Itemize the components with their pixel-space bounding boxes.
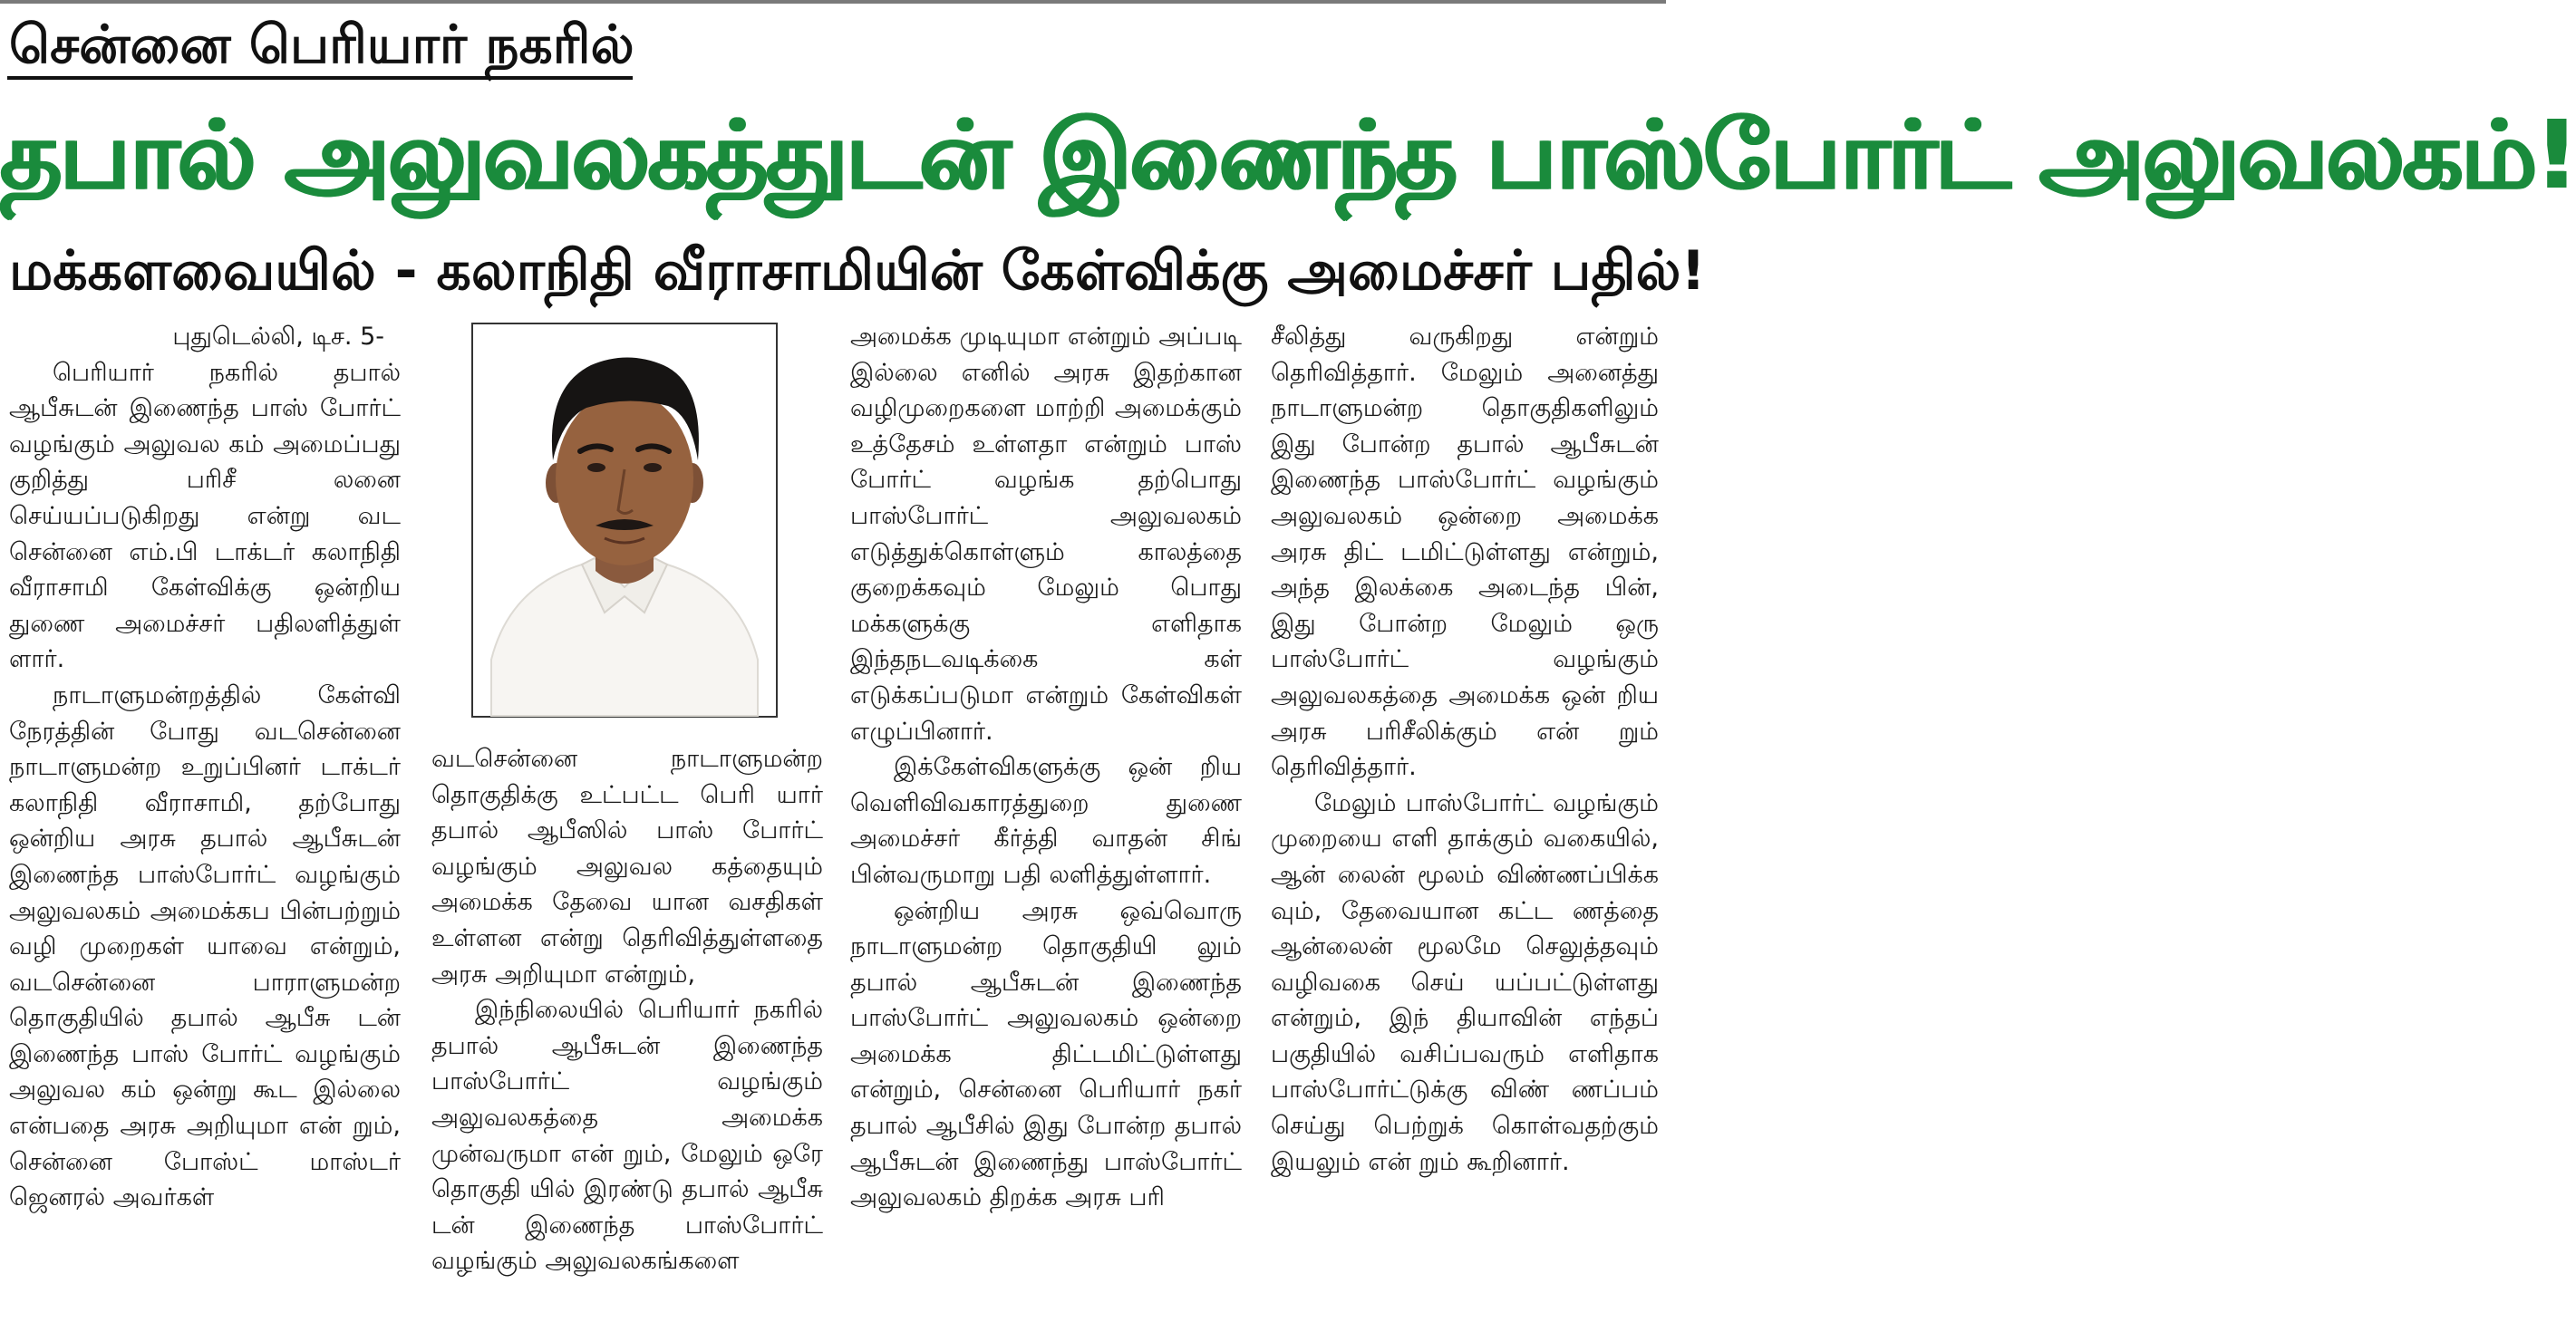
portrait-photo (471, 323, 778, 718)
dateline: புதுடெல்லி, டிச. 5- (172, 323, 384, 351)
headline: தபால் அலுவலகத்துடன் இணைந்த பாஸ்போர்ட் அலுவலகம்! (0, 100, 2576, 210)
article-column-4 (1271, 319, 1659, 1328)
article-column-2 (431, 741, 823, 1328)
paragraph: மேலும் பாஸ்போர்ட் வழங்கும் முறையை எளி தாக்கும் வகையில், ஆன் லைன் மூலம் விண்ணப்பிக்க வும், தேவையான கட்ட ணத்தை ஆன்லைன் மூலமே செலுத்தவும் வழிவகை செய் யப்பட்டுள்ளது என்றும், இந் தியாவின் எந்தப் பகுதியில் வசிப்பவரும் எளிதாக பாஸ்போர்ட்டுக்கு விண் ணப்பம் செய்து பெற்றுக் கொள்வதற்கும் இயலும் என் றும் கூறினார். (1271, 788, 1659, 1176)
kicker-underline (7, 76, 633, 80)
top-border-line (0, 0, 1666, 4)
article-column-1 (9, 319, 401, 1328)
paragraph: சீலித்து வருகிறது என்றும் தெரிவித்தார். மேலும் அனைத்து நாடாளுமன்ற தொகுதிகளிலும் இது போன்ற தபால் ஆபீசுடன் இணைந்த பாஸ்போர்ட் வழங்கும் அலுவலகம் ஒன்றை அமைக்க அரசு திட் டமிட்டுள்ளது என்றும், அந்த இலக்கை அடைந்த பின், இது போன்ற மேலும் ஒரு பாஸ்போர்ட் வழங்கும் அலுவலகத்தை அமைக்க ஒன் றிய அரசு பரிசீலிக்கும் என் றும் தெரிவித்தார். (1271, 323, 1659, 782)
paragraph: பெரியார் நகரில் தபால் ஆபீசுடன் இணைந்த பாஸ் போர்ட் வழங்கும் அலுவல கம் அமைப்பது குறித்து பரிசீ லனை செய்யப்படுகிறது என்று வட சென்னை எம்.பி டாக்டர் கலாநிதி வீராசாமி கேள்விக்கு ஒன்றிய துணை அமைச்சர் பதிலளித்துள் ளார். (9, 358, 401, 674)
portrait-icon (473, 324, 776, 716)
subheadline: மக்களவையில் - கலாநிதி வீராசாமியின் கேள்விக்கு அமைச்சர் பதில்! (9, 239, 1706, 303)
paragraph: நாடாளுமன்றத்தில் கேள்வி நேரத்தின் போது வடசென்னை நாடாளுமன்ற உறுப்பினர் டாக்டர் கலாநிதி வீராசாமி, தற்போது ஒன்றிய அரசு தபால் ஆபீசுடன் இணைந்த பாஸ்போர்ட் வழங்கும் அலுவலகம் அமைக்கப பின்பற்றும் வழி முறைகள் யாவை என்றும், வடசென்னை பாராளுமன்ற தொகுதியில் தபால் ஆபீசு டன் இணைந்த பாஸ் போர்ட் வழங்கும் அலுவல கம் ஒன்று கூட இல்லை என்பதை அரசு அறியுமா என் றும், சென்னை போஸ்ட் மாஸ்டர் ஜெனரல் அவர்கள் (9, 680, 401, 1212)
paragraph: அமைக்க முடியுமா என்றும் அப்படி இல்லை எனில் அரசு இதற்கான வழிமுறைகளை மாற்றி அமைக்கும் உத்தேசம் உள்ளதா என்றும் பாஸ் போர்ட் வழங்க தற்பொது பாஸ்போர்ட் அலுவலகம் எடுத்துக்கொள்ளும் காலத்தை குறைக்கவும் மேலும் பொது மக்களுக்கு எளிதாக இந்தநடவடிக்கை கள் எடுக்கப்படுமா என்றும் கேள்விகள் எழுப்பினார். (850, 323, 1242, 746)
paragraph: இந்நிலையில் பெரியார் நகரில் தபால் ஆபீசுடன் இணைந்த பாஸ்போர்ட் வழங்கும் அலுவலகத்தை அமைக்க முன்வருமா என் றும், மேலும் ஒரே தொகுதி யில் இரண்டு தபால் ஆபீசு டன் இணைந்த பாஸ்போர்ட் வழங்கும் அலுவலகங்களை (431, 996, 823, 1276)
paragraph: வடசென்னை நாடாளுமன்ற தொகுதிக்கு உட்பட்ட பெரி யார் தபால் ஆபீஸில் பாஸ் போர்ட் வழங்கும் அலுவல கத்தையும் அமைக்க தேவை யான வசதிகள் உள்ளன என்று தெரிவித்துள்ளதை அரசு அறியுமா என்றும், (431, 745, 823, 989)
article-column-3 (850, 319, 1242, 1328)
paragraph: ஒன்றிய அரசு ஒவ்வொரு நாடாளுமன்ற தொகுதியி லும் தபால் ஆபீசுடன் இணைந்த பாஸ்போர்ட் அலுவலகம் ஒன்றை அமைக்க திட்டமிட்டுள்ளது என்றும், சென்னை பெரியார் நகர் தபால் ஆபீசில் இது போன்ற தபால் ஆபீசுடன் இணைந்து பாஸ்போர்ட் அலுவலகம் திறக்க அரசு பரி (850, 896, 1242, 1212)
paragraph: இக்கேள்விகளுக்கு ஒன் றிய வெளிவிவகாரத்துறை துணை அமைச்சர் கீர்த்தி வாதன் சிங் பின்வருமாறு பதி லளித்துள்ளார். (850, 753, 1242, 889)
kicker-text: சென்னை பெரியார் நகரில் (9, 14, 634, 75)
